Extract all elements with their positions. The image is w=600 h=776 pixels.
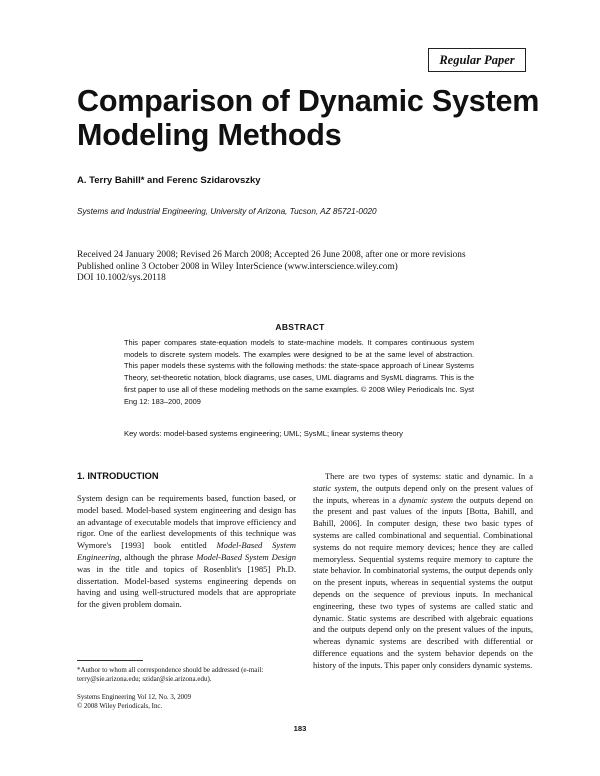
emphasis-text: Model-Based System Design: [196, 551, 296, 562]
published-online: Published online 3 October 2008 in Wiley InterScience (www.interscience.wiley.com): [77, 261, 398, 272]
section-heading: 1. INTRODUCTION: [77, 471, 159, 481]
keywords: Key words: model-based systems engineering; UML; SysML; linear systems theory: [124, 429, 403, 438]
text-run: There are two types of systems: static and dynamic. In a: [325, 472, 533, 481]
emphasis-text: dynamic system: [399, 495, 453, 505]
author-list: A. Terry Bahill* and Ferenc Szidarovszky: [77, 175, 261, 186]
text-run: was in the title and topics of Rosenblit's [1985] Ph.D. dissertation. Model-based systems engineering depends on having and using well-structured models that are appropriate for the given problem domain.: [77, 563, 296, 610]
correspondence-footnote: *Author to whom all correspondence should be addressed (e-mail: terry@sie.arizona.edu; szidar@sie.arizona.edu).: [77, 666, 264, 683]
text-run: the outputs depend on the present and past values of the inputs [Botta, Bahill, and Bahill, 2006]. In computer design, these two basic types of systems are called combinational and sequential. Combinational systems do not require memory devices; hence they are called memoryless. Sequential systems require memory to capture the state behavior. In combinatorial systems, the output depends only on the present inputs, whereas in sequential systems the output depends on the sequence of previous inputs. In mechanical engineering, these two types of systems are called static and dynamic. Static systems are described with algebraic equations and the outputs depend only on the present values of the inputs, whereas dynamic systems are described with differential or difference equations and the system behavior depends on the history of the inputs. This paper only considers dynamic systems.: [313, 495, 533, 670]
affiliation: Systems and Industrial Engineering, University of Arizona, Tucson, AZ 85721-0020: [77, 207, 377, 216]
intro-paragraph-left: [77, 493, 296, 611]
text-run: System design can be requirements based, function based, or model based. Model-based system engineering and design has an advantage of executable models that improve efficiency and rigor. One of the earliest developments of this technique was Wymore's [1993] book entitled: [77, 493, 296, 551]
paper-title: Comparison of Dynamic System Modeling Methods: [77, 84, 540, 152]
journal-info: [77, 694, 191, 711]
text-run: the outputs depend only on the present values of the inputs, whereas in a: [313, 483, 533, 505]
journal-citation: Systems Engineering Vol 12, No. 3, 2009: [77, 694, 192, 701]
paper-type-label: Regular Paper: [428, 48, 526, 72]
intro-paragraph-right: [313, 471, 533, 672]
copyright: © 2008 Wiley Periodicals, Inc.: [77, 702, 163, 710]
abstract-heading: ABSTRACT: [275, 322, 325, 332]
text-run: although the phrase: [121, 551, 197, 562]
abstract-text: This paper compares state-equation models to state-machine models. It compares continuous system models to discrete system models. The examples were designed to be at the same level of abstraction. This paper models these systems with the following methods: the state-space approach of Linear Systems Theory, set-theoretic notation, block diagrams, use cases, UML diagrams and SysML diagrams. This is the first paper to use all of these modeling methods on the same examples. © 2008 Wiley Periodicals Inc. Syst Eng 12: 183–200, 2009: [124, 338, 474, 406]
received-dates: Received 24 January 2008; Revised 26 March 2008; Accepted 26 June 2008, after one or more revisions: [77, 250, 466, 260]
emphasis-text: static system,: [313, 483, 359, 493]
page-number: 183: [293, 724, 307, 733]
footnote-divider: [77, 660, 143, 661]
emphasis-text: Model-Based System Engineering,: [77, 540, 296, 562]
publication-history: [77, 250, 537, 285]
doi[interactable]: DOI 10.1002/sys.20118: [77, 273, 166, 283]
